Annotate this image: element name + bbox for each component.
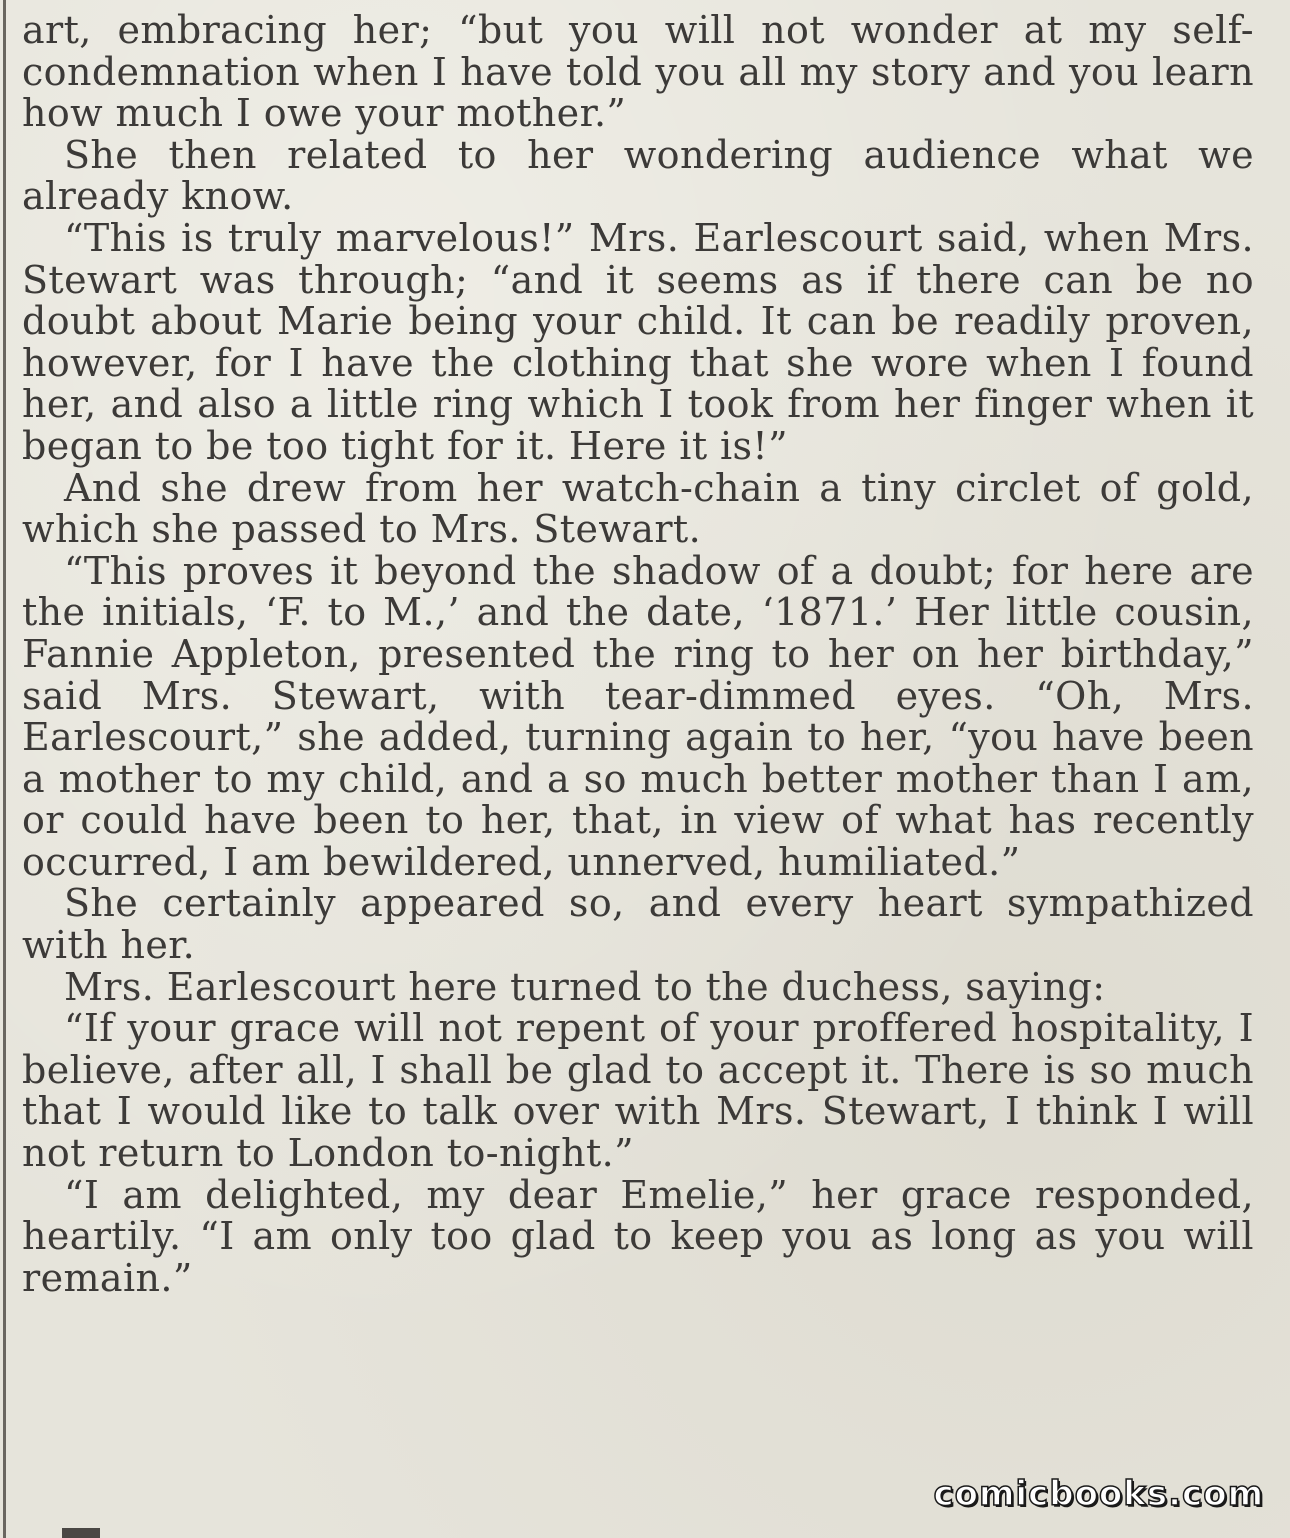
cut-off-next-line <box>22 1522 282 1538</box>
paragraph-9: “I am delighted, my dear Emelie,” her grace responded, heartily. “I am only too glad to keep you as long as you will remain.” <box>22 1172 1254 1300</box>
paragraph-4: And she drew from her watch-chain a tiny circlet of gold, which she passed to Mrs. Stewart. <box>22 465 1254 552</box>
paragraph-1: art, embracing her; “but you will not wonder at my self-condemnation when I have told you all my story and you learn how much I owe your mother.” <box>22 8 1254 136</box>
paragraph-7: Mrs. Earlescourt here turned to the duchess, saying: <box>64 964 1106 1009</box>
paragraph-3: “This is truly marvelous!” Mrs. Earlescourt said, when Mrs. Stewart was through; “and it seems as if there can be no doubt about Marie being your child. It can be readily proven, however, for I have the clothing that she wore when I found her, and also a little ring which I took from her finger when it began to be too tight for it. Here it is!” <box>22 215 1254 468</box>
paragraph-8: “If your grace will not repent of your proffered hospitality, I believe, after all, I shall be glad to accept it. There is so much that I would like to talk over with Mrs. Stewart, I think I will not return to London to-night.” <box>22 1006 1254 1176</box>
paragraph-2: She then related to her wondering audience what we already know. <box>22 132 1254 219</box>
paragraph-6: She certainly appeared so, and every heart sympathized with her. <box>22 881 1254 968</box>
article-column <box>22 10 1254 1299</box>
watermark: comicbooks.com <box>933 1474 1264 1514</box>
paragraph-5: “This proves it beyond the shadow of a doubt; for here are the initials, ‘F. to M.,’ and the date, ‘1871.’ Her little cousin, Fannie Appleton, presented the ring to her on her birthday,” said Mrs. Stewart, with tear-dimmed eyes. “Oh, Mrs. Earlescourt,” she added, turning again to her, “you have been a mother to my child, and a so much better mother than I am, or could have been to her, that, in view of what has recently occurred, I am bewildered, unnerved, humiliated.” <box>22 548 1254 884</box>
column-rule <box>3 0 6 1538</box>
